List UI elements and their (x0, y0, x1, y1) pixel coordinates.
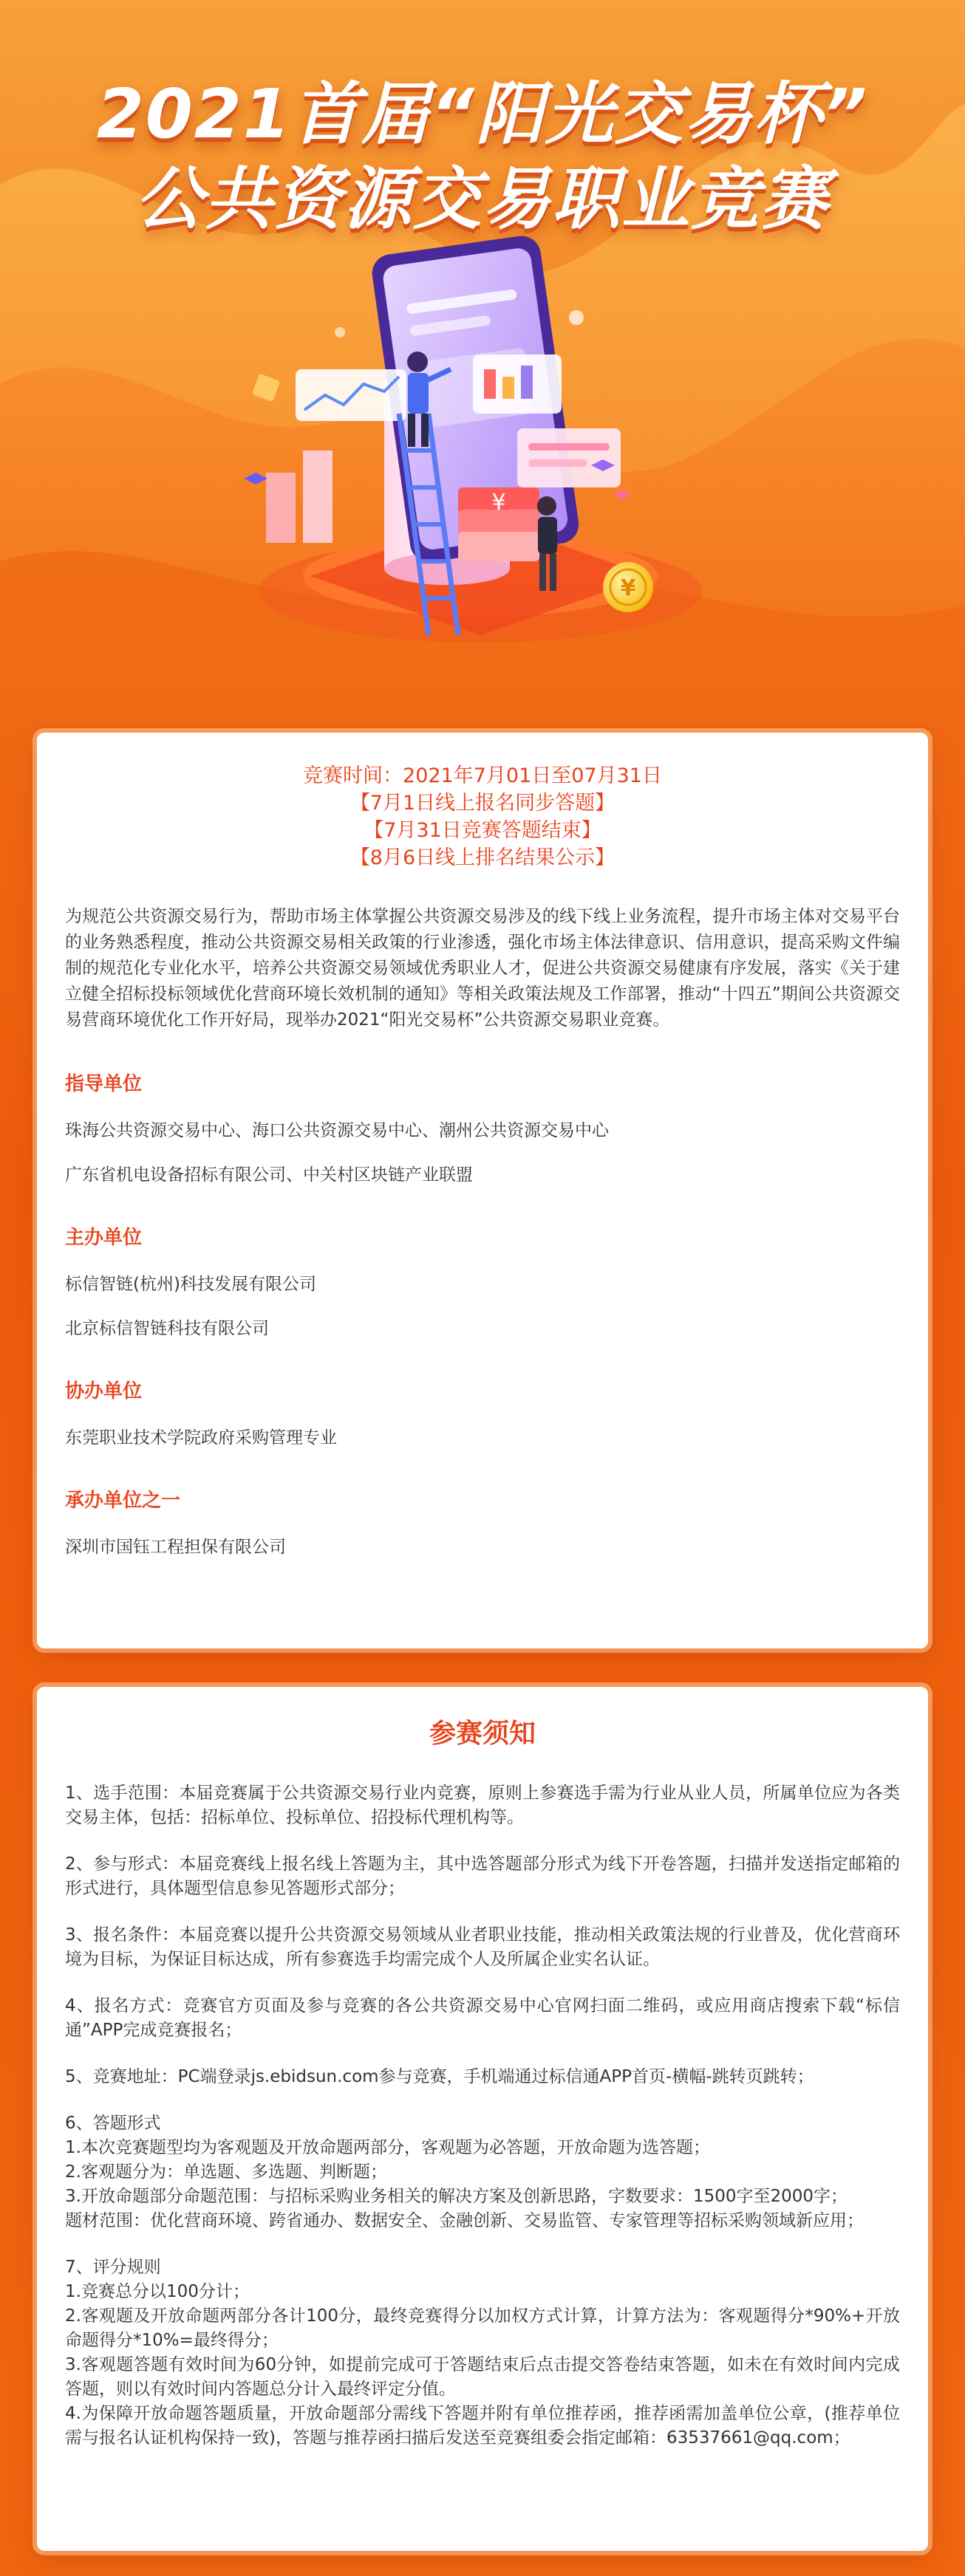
notice-card (37, 1687, 928, 2551)
rule-item: 1、选手范围：本届竞赛属于公共资源交易行业内竞赛，原则上参赛选手需为行业从业人员，所属单位应为各类交易主体，包括：招标单位、投标单位、招投标代理机构等。 (65, 1784, 900, 1827)
schedule-line-3: 【8月6日线上排名结果公示】 (349, 846, 616, 869)
rule-7-line: 3.客观题答题有效时间为60分钟，如提前完成可于答题结束后点击提交答卷结束答题，如未在有效时间内完成答题，则以有效时间内答题总分计入最终评定分值。 (65, 2355, 900, 2399)
rule-6-line: 1.本次竞赛题型均为客观题及开放命题两部分，客观题为必答题，开放命题为选答题； (65, 2138, 710, 2157)
intro-paragraph: 为规范公共资源交易行为，帮助市场主体掌握公共资源交易涉及的线下线上业务流程，提升市场主体对交易平台的业务熟悉程度，推动公共资源交易相关政策的行业渗透，强化市场主体法律意识、信用意识，提高采购文件编制的规范化专业化水平，培养公共资源交易领域优秀职业人才，促进公共资源交易健康有序发展，落实《关于建立健全招标投标领域优化营商环境长效机制的通知》等相关政策法规及工作部署，推动“十四五”期间公共资源交易营商环境优化工作开好局，现举办2021“阳光交易杯”公共资源交易职业竞赛。 (65, 907, 900, 1030)
rule-6-line: 3.开放命题部分命题范围：与招标采购业务相关的解决方案及创新思路，字数要求：1500字至2000字； (65, 2187, 848, 2206)
rule-7-line: 1.竞赛总分以100分计； (65, 2282, 250, 2301)
info-card (37, 733, 928, 1648)
host-unit-item: 北京标信智链科技有限公司 (65, 1319, 269, 1338)
rule-answer-format (65, 2111, 900, 2233)
guide-unit-title: 指导单位 (65, 1073, 143, 1095)
rule-6-title: 6、答题形式 (65, 2114, 161, 2133)
schedule-line-1: 【7月1日线上报名同步答题】 (349, 792, 616, 815)
rule-item: 3、报名条件：本届竞赛以提升公共资源交易领域从业者职业技能，推动相关政策法规的行业普及，优化营商环境为目标，为保证目标达成，所有参赛选手均需完成个人及所属企业实名认证。 (65, 1925, 900, 1969)
notice-title: 参赛须知 (429, 1719, 536, 1749)
rule-7-line: 4.为保障开放命题答题质量，开放命题部分需线下答题并附有单位推荐函，推荐函需加盖单位公章，(推荐单位需与报名认证机构保持一致)，答题与推荐函扫描后发送至竞赛组委会指定邮箱：63537661@qq.com； (65, 2404, 900, 2447)
schedule-block (65, 762, 900, 871)
rules-list (65, 1781, 900, 2450)
rule-7-title: 7、评分规则 (65, 2258, 161, 2277)
hero-title-line1: 2021首届“阳光交易杯” (96, 75, 869, 154)
rule-item: 2、参与形式：本届竞赛线上报名线上答题为主，其中选答题部分形式为线下开卷答题，扫描并发送指定邮箱的形式进行，具体题型信息参见答题形式部分； (65, 1854, 900, 1898)
rule-6-line: 2.客观题分为：单选题、多选题、判断题； (65, 2162, 387, 2182)
co-unit-item: 东莞职业技术学院政府采购管理专业 (65, 1428, 337, 1448)
competition-time: 竞赛时间：2021年7月01日至07月31日 (303, 764, 662, 787)
host-unit-item: 标信智链(杭州)科技发展有限公司 (65, 1275, 316, 1294)
rule-item: 5、竞赛地址：PC端登录js.ebidsun.com参与竞赛，手机端通过标信通APP首页-横幅-跳转页跳转； (65, 2067, 814, 2086)
hero-title-line2: 公共资源交易职业竞赛 (134, 160, 830, 239)
co-unit-title: 协办单位 (65, 1380, 143, 1402)
rule-item: 4、报名方式：竞赛官方页面及参与竞赛的各公共资源交易中心官网扫面二维码，或应用商店搜索下载“标信通”APP完成竞赛报名； (65, 1996, 900, 2040)
hero-banner (0, 0, 965, 724)
host-unit-title: 主办单位 (65, 1227, 143, 1249)
rule-scoring (65, 2255, 900, 2450)
schedule-line-2: 【7月31日竞赛答题结束】 (364, 819, 601, 842)
svg-text:¥: ¥ (620, 575, 636, 601)
svg-text:¥: ¥ (491, 490, 506, 515)
organizer-unit-item: 深圳市国钰工程担保有限公司 (65, 1538, 286, 1557)
rule-6-line: 题材范围：优化营商环境、跨省通办、数据安全、金融创新、交易监管、专家管理等招标采购领域新应用； (65, 2211, 864, 2230)
guide-unit-item: 广东省机电设备招标有限公司、中关村区块链产业联盟 (65, 1165, 473, 1185)
guide-unit-item: 珠海公共资源交易中心、海口公共资源交易中心、潮州公共资源交易中心 (65, 1121, 609, 1140)
rule-7-line: 2.客观题及开放命题两部分各计100分，最终竞赛得分以加权方式计算，计算方法为：客观题得分*90%+开放命题得分*10%=最终得分； (65, 2306, 900, 2350)
organizer-unit-title: 承办单位之一 (65, 1490, 181, 1512)
